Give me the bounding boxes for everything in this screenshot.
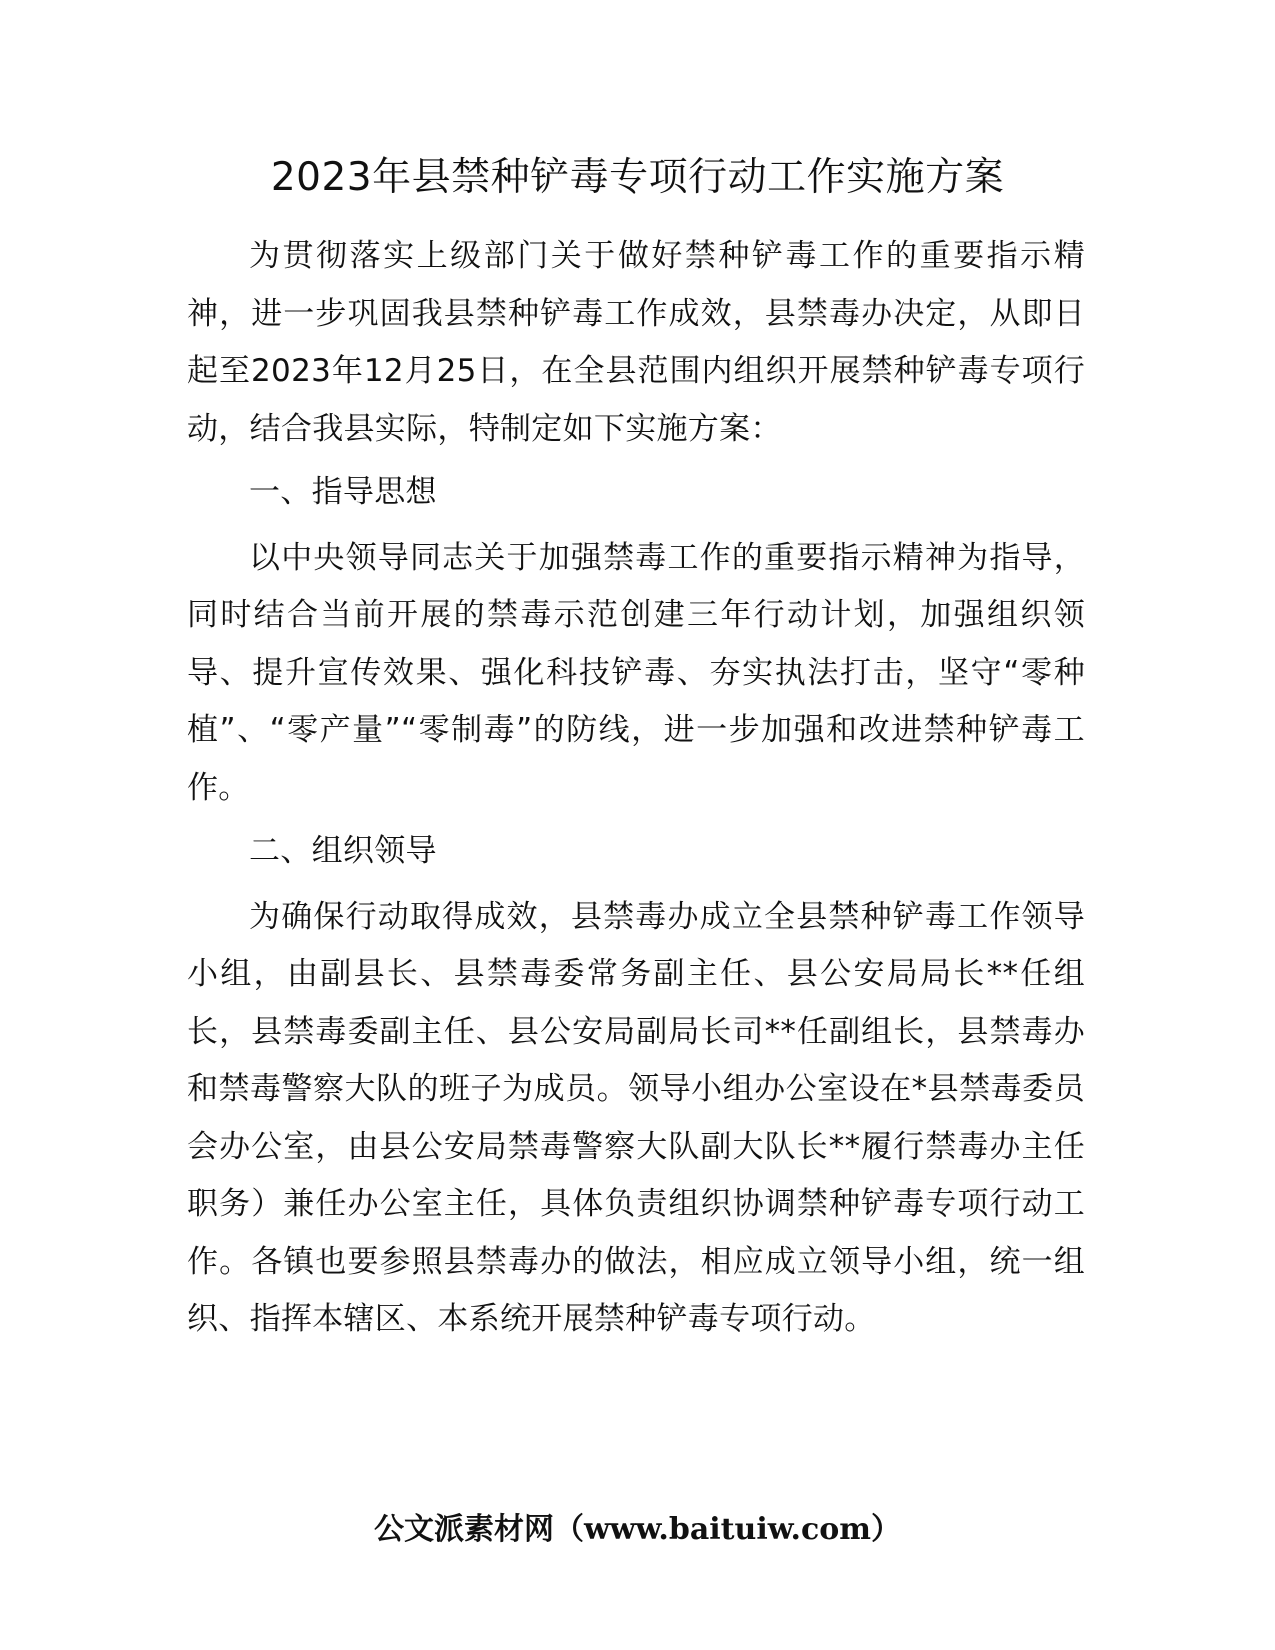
- guiding-ideology-paragraph: 以中央领导同志关于加强禁毒工作的重要指示精神为指导，同时结合当前开展的禁毒示范创建三年行动计划，加强组织领导、提升宣传效果、强化科技铲毒、夯实执法打击，坚守“零种植”、“零产量”“零制毒”的防线，进一步加强和改进禁种铲毒工作。: [187, 539, 1085, 806]
- section-heading-guiding-ideology: 一、指导思想: [249, 474, 437, 510]
- organization-paragraph: 为确保行动取得成效，县禁毒办成立全县禁种铲毒工作领导小组，由副县长、县禁毒委常务副主任、县公安局局长**任组长，县禁毒委副主任、县公安局副局长司**任副组长，县禁毒办和禁毒警察大队的班子为成员。领导小组办公室设在*县禁毒委员会办公室，由县公安局禁毒警察大队副大队长**履行禁毒办主任职务）兼任办公室主任，具体负责组织协调禁种铲毒专项行动工作。各镇也要参照县禁毒办的做法，相应成立领导小组，统一组织、指挥本辖区、本系统开展禁种铲毒专项行动。: [187, 898, 1085, 1337]
- document-title: 2023年县禁种铲毒专项行动工作实施方案: [270, 155, 1005, 200]
- footer-source: 公文派素材网（www.baituiw.com）: [373, 1512, 902, 1547]
- intro-paragraph: 为贯彻落实上级部门关于做好禁种铲毒工作的重要指示精神，进一步巩固我县禁种铲毒工作成效，县禁毒办决定，从即日起至2023年12月25日，在全县范围内组织开展禁种铲毒专项行动，结合我县实际，特制定如下实施方案：: [187, 238, 1085, 447]
- document-body: [187, 228, 1085, 1349]
- section-heading-organization: 二、组织领导: [249, 833, 437, 869]
